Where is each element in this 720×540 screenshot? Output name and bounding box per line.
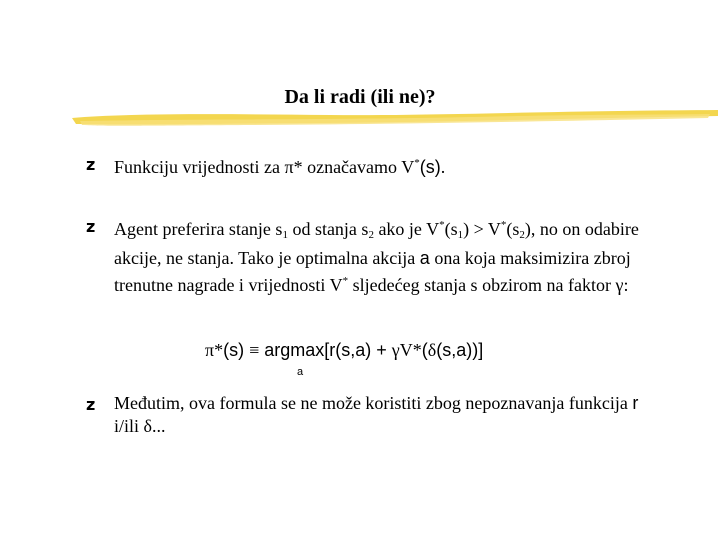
text-run: i/ili	[114, 416, 144, 436]
superscript-star: *	[342, 275, 349, 287]
text-run: sljedećeg stanja s obzirom na faktor	[348, 275, 616, 295]
star-symbol: *	[214, 340, 224, 360]
delta-symbol: δ	[143, 416, 152, 436]
slide-title: Da li radi (ili ne)?	[284, 86, 436, 108]
bullet-mark: z	[86, 395, 96, 414]
subscript: 2	[519, 229, 525, 241]
superscript-star: *	[500, 219, 507, 231]
formula-part: V	[399, 340, 413, 360]
text-run: označavamo V	[302, 157, 415, 177]
action-variable: a	[419, 248, 430, 268]
text-run: ako je V	[373, 219, 440, 239]
text-run: (s	[506, 219, 520, 239]
text-run: Agent preferira stanje s	[114, 219, 283, 239]
star-symbol: *	[412, 340, 422, 360]
text-run: ona koja maksimizira zbroj trenutne nagrade i vrijednosti V	[114, 248, 631, 295]
equiv-symbol: ≡	[249, 340, 260, 360]
subscript: 1	[282, 229, 288, 241]
bullet-2-text	[114, 214, 644, 297]
gamma-symbol: γ	[615, 275, 624, 295]
delta-symbol: δ	[427, 340, 437, 360]
star-symbol: *	[293, 157, 303, 177]
text-run: ) > V	[463, 219, 501, 239]
pi-symbol: π	[284, 157, 294, 177]
text-run: od stanja s	[287, 219, 369, 239]
bullet-1-text	[114, 152, 644, 179]
text-run: Međutim, ova formula se ne može koristiti zbog nepoznavanja funkcija	[114, 393, 633, 413]
formula-part: (s,a))]	[436, 340, 484, 360]
bullet-mark: z	[86, 155, 96, 174]
text-run: (s)	[419, 157, 441, 177]
argmax-formula	[205, 340, 483, 361]
superscript-star: *	[414, 157, 420, 169]
function-r: r	[632, 393, 639, 413]
text-run: ...	[152, 416, 166, 436]
bullet-mark: z	[86, 217, 96, 236]
pi-symbol: π	[205, 340, 215, 360]
formula-part: (s)	[223, 340, 250, 360]
argmax-subscript: a	[297, 366, 304, 378]
gamma-symbol: γ	[391, 340, 400, 360]
formula-part: (	[421, 340, 428, 360]
text-run: :	[623, 275, 629, 295]
formula-part: argmax[r(s,a) +	[259, 340, 392, 360]
bullet-3-text	[114, 392, 644, 438]
text-run: ), no on odabire akcije, ne stanja. Tako je optimalna akcija	[114, 219, 639, 268]
text-run: Funkciju vrijednosti za	[114, 157, 285, 177]
text-run: .	[440, 157, 446, 177]
superscript-star: *	[439, 219, 445, 231]
text-run: (s	[444, 219, 458, 239]
subscript: 1	[457, 229, 464, 241]
subscript: 2	[368, 229, 374, 241]
title-underline-brush	[70, 104, 720, 130]
